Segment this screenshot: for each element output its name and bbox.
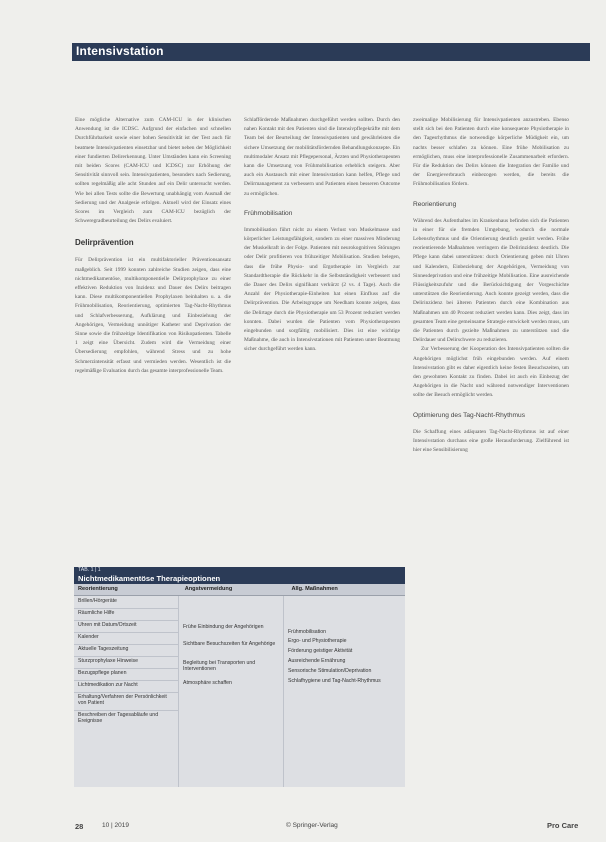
publisher: © Springer-Verlag	[286, 822, 338, 829]
table-cell: Räumliche Hilfe	[78, 610, 115, 616]
table-column-reorientierung	[74, 596, 179, 787]
table-row-divider	[74, 692, 178, 693]
table-cell: Begleitung bei Transporten und Interventionen	[183, 660, 256, 673]
table-header-cell: Angstvermeidung	[184, 586, 233, 592]
table-column-massnahmen	[284, 596, 399, 787]
table-cell: Aktuelle Tageszeitung	[78, 646, 129, 652]
table-cell: Frühmobilisation	[288, 629, 327, 635]
table-cell: Erhaltung/Verfahren der Persönlichkeit von Patient	[78, 694, 167, 707]
section-banner	[72, 43, 590, 61]
table-cell: Schlafhygiene und Tag-Nacht-Rhythmus	[288, 678, 381, 684]
page-number: 28	[75, 822, 84, 831]
table-row-divider	[74, 680, 178, 681]
table-row-divider	[74, 710, 178, 711]
table-cell: Uhren mit Datum/Ortszeit	[78, 622, 137, 628]
paragraph: Die Schaffung eines adäquaten Tag-Nacht-Rhythmus ist auf einer Intensivstation durchaus eine große Herausforderung. Zielführend ist hier eine Sensibilisierung	[413, 428, 569, 454]
table-cell: Beschreiben der Tagesabläufe und Ereignisse	[78, 712, 159, 725]
table-cell: Sensorische Stimulation/Deprivation	[288, 668, 372, 674]
therapy-options-table	[74, 567, 405, 787]
table-cell: Brillen/Hörgeräte	[78, 598, 117, 604]
section-subheading: Optimierung des Tag-Nacht-Rhythmus	[413, 411, 526, 419]
table-cell: Atmosphäre schaffen	[183, 680, 232, 686]
table-cell: Sturzprophylaxe Hinweise	[78, 658, 138, 664]
table-header-cell: Reorientierung	[78, 586, 118, 592]
table-cell: Frühe Einbindung der Angehörigen	[183, 624, 264, 630]
table-body	[74, 596, 405, 787]
table-cell: Sichtbare Besuchszeiten für Angehörige	[183, 641, 276, 647]
text-column-2	[244, 116, 400, 355]
paragraph: Für Delirprävention ist ein multifaktorieller Präventionsansatz maßgeblich. Seit 1999 konnten zahlreiche Studien zeigen, dass eine nichtmedikamentöse, multikomponentielle Delirprophylaxe zu einer effektiven Reduktion von Inzidenz und Dauer des Delirs beitragen kann. Diese multikomponentiellen Prophylaxen beinhalten u. a. die Frühmobilisation, Reorientierung, optimierten Tag-Nacht-Rhythmus und Schlafverbesserung, Aufklärung und Einbeziehung der Angehörigen, Vermeidung unnötiger Katheter und Deprivation der Sinne sowie die frühzeitige Identifikation von Risikopatienten. Tabelle 1 zeigt eine Übersicht. Zudem wird die Vermeidung einer Übersedierung empfohlen, während Stress und zu hohe Schmerzintensität erfasst und vermieden werden. Wesentlich ist die regelmäßige Evaluation durch das gesamte interprofessionelle Team.	[75, 257, 231, 374]
paragraph: Eine mögliche Alternative zum CAM-ICU in der klinischen Anwendung ist die ICDSC. Aufgrund der einfachen und schnellen Durchführbarkeit sowie einer hohen Sensitivität ist der Test auch für beatmete Intensivpatienten einsetzbar und bietet neben der Möglichkeit einer fundierten Delirerkennung. Unter Umständen kann ein Screening mit beiden Scores (CAM-ICU und ICDSC) zur Erhöhung der Sensitivität sinnvoll sein. Intensivpatienten, besonders nach Sedierung, sollten regelmäßig alle acht Stunden auf ein Delir untersucht werden. Wie bei allen Tests sollte die Bewertung unabhängig vom Ausmaß der Sedierung und der Analgesie erfolgen. Aktuell wird der Einsatz eines Scores im Vergleich zum CAM-ICU bezüglich der Schweregradbeurteilung des Delirs evaluiert.	[75, 117, 231, 225]
section-title: Intensivstation	[76, 44, 164, 58]
table-cell: Kalender	[78, 634, 99, 640]
section-heading: Delirprävention	[75, 238, 134, 248]
table-row-divider	[74, 608, 178, 609]
table-cell: Förderung geistiger Aktivität	[288, 648, 353, 654]
section-subheading: Reorientierung	[413, 200, 457, 208]
table-column-angstvermeidung	[179, 596, 284, 787]
table-row-divider	[74, 644, 178, 645]
table-label: TAB. 1 | 1	[74, 567, 405, 574]
paragraph: Während des Aufenthaltes im Krankenhaus befinden sich die Patienten in einer für sie fremden Umgebung, wodurch die normale Lebensrhythmus und die Orientierung deutlich gestört werden. Frühe reorientierende Maßnahmen verringern die Delirinzidenz deutlich. Die Pflege kann dabei unterstützen: durch Orientierung geben mit Uhren und Kalendern, Einbeziehung der Angehörigen, Vermeidung von Sinnesdeprivation und eine frühzeitige Mobilisation. Eine ausreichende Flüssigkeitszufuhr und die Berücksichtigung der Vorgeschichte unterstützen die Reorientierung. Auch konnte gezeigt werden, dass die Delirinzidenz bei älteren Patienten durch eine Kombination aus Maßnahmen um 40 Prozent reduziert werden kann. Dies zeigt, dass im gesamten Team eine gemeinsame Strategie entwickelt werden muss, um die Patienten durch gezielte Maßnahmen zu unterstützen und die Delirdauer und Delirschwere zu reduzieren.	[413, 217, 569, 344]
table-title: Nichtmedikamentöse Therapieoptionen	[74, 574, 405, 584]
table-cell: Lichtmedikation zur Nacht	[78, 682, 138, 688]
table-cell: Ausreichende Ernährung	[288, 658, 346, 664]
paragraph: Immobilisation führt nicht zu einem Verlust von Muskelmasse und körperlicher Leistungsfähigkeit, sondern zu einer massiven Minderung der Muskelkraft in der Folge. Patienten mit neurokognitiven Störungen oder Delir profitieren von frühzeitiger Mobilisation. Studien belegen, dass die frühe Physio- und Ergotherapie im Vergleich zur Standardtherapie die Rückkehr in die Selbstständigkeit verbessert und die Dauer des Delirs signifikant verkürzt (2 vs. 4 Tage). Auch die Anzahl der Physiotherapie-Einheiten hat einen Einfluss auf die Delirprävention. Die Arbeitsgruppe um Needham konnte zeigen, dass die Delirtage durch die Physiotherapie um 53 Prozent reduziert werden konnten. Dabei wurden die Patienten vom Physiotherapeuten eingebunden und sorgfältig mobilisiert. Dies ist eine wichtige Maßnahme, die auch in Intensivstationen mit Patienten unter Beatmung sicher durchgeführt werden kann.	[244, 226, 400, 353]
journal-name: Pro Care	[547, 821, 579, 830]
table-row-divider	[74, 620, 178, 621]
table-cell: Bezugspflege planen	[78, 670, 127, 676]
table-header-row	[74, 584, 405, 596]
paragraph: Schlaffördernde Maßnahmen durchgeführt werden sollten. Durch den nahen Kontakt mit den Patienten sind die Intensivpflegekräfte mit dem Team bei der Beurteilung der Intensivpatienten und gewährleisten die sichere Umsetzung der mobilitätsfördernden Behandlungskonzepte. Ein multimodaler Ansatz mit Pflegepersonal, Ärzten und Physiotherapeuten kann die Umsetzung von Frühmobilisation erheblich steigern. Aber auch ein Austausch mit einer Intensivstation kann helfen, Pflege und Delirmanagement zu verbessern und Patienten einen besseren Outcome zu ermöglichen.	[244, 117, 400, 197]
table-row-divider	[74, 656, 178, 657]
text-column-3	[413, 116, 569, 455]
paragraph: zweimalige Mobilisierung für Intensivpatienten anzustreben. Ebenso stellt sich bei den Patienten durch eine konsequente Physiotherapie in den Tagesrhythmus die notwendige körperliche Müdigkeit ein, um nachts besser schlafen zu können. Eine frühe Mobilisation zu ermöglichen, muss eine interprofessionelle Zusammenarbeit erfordern. Für die Reduktion des Delirs können die Integration der Familie und der Energieverbrauch einbezogen werden, die bereits die Frühmobilisation fördern.	[413, 117, 569, 188]
table-header-cell: Allg. Maßnahmen	[291, 586, 338, 592]
paragraph: Zur Verbesserung der Kooperation des Intensivpatienten sollten die Angehörigen möglichst früh eingebunden werden. Auf einem Intensivstation gibt es daher eigentlich keine festen Besuchszeiten, um den gewohnten Kontakt zu finden. Dabei ist auch ein Einbezug der Angehörigen in die Nacht und während notwendiger Interventionen sollte der Besuch ermöglicht werden.	[413, 346, 569, 399]
section-subheading: Frühmobilisation	[244, 209, 293, 217]
table-cell: Ergo- und Physiotherapie	[288, 638, 347, 644]
table-row-divider	[74, 632, 178, 633]
text-column-1	[75, 116, 231, 376]
issue-date: 10 | 2019	[102, 822, 129, 829]
table-row-divider	[74, 668, 178, 669]
